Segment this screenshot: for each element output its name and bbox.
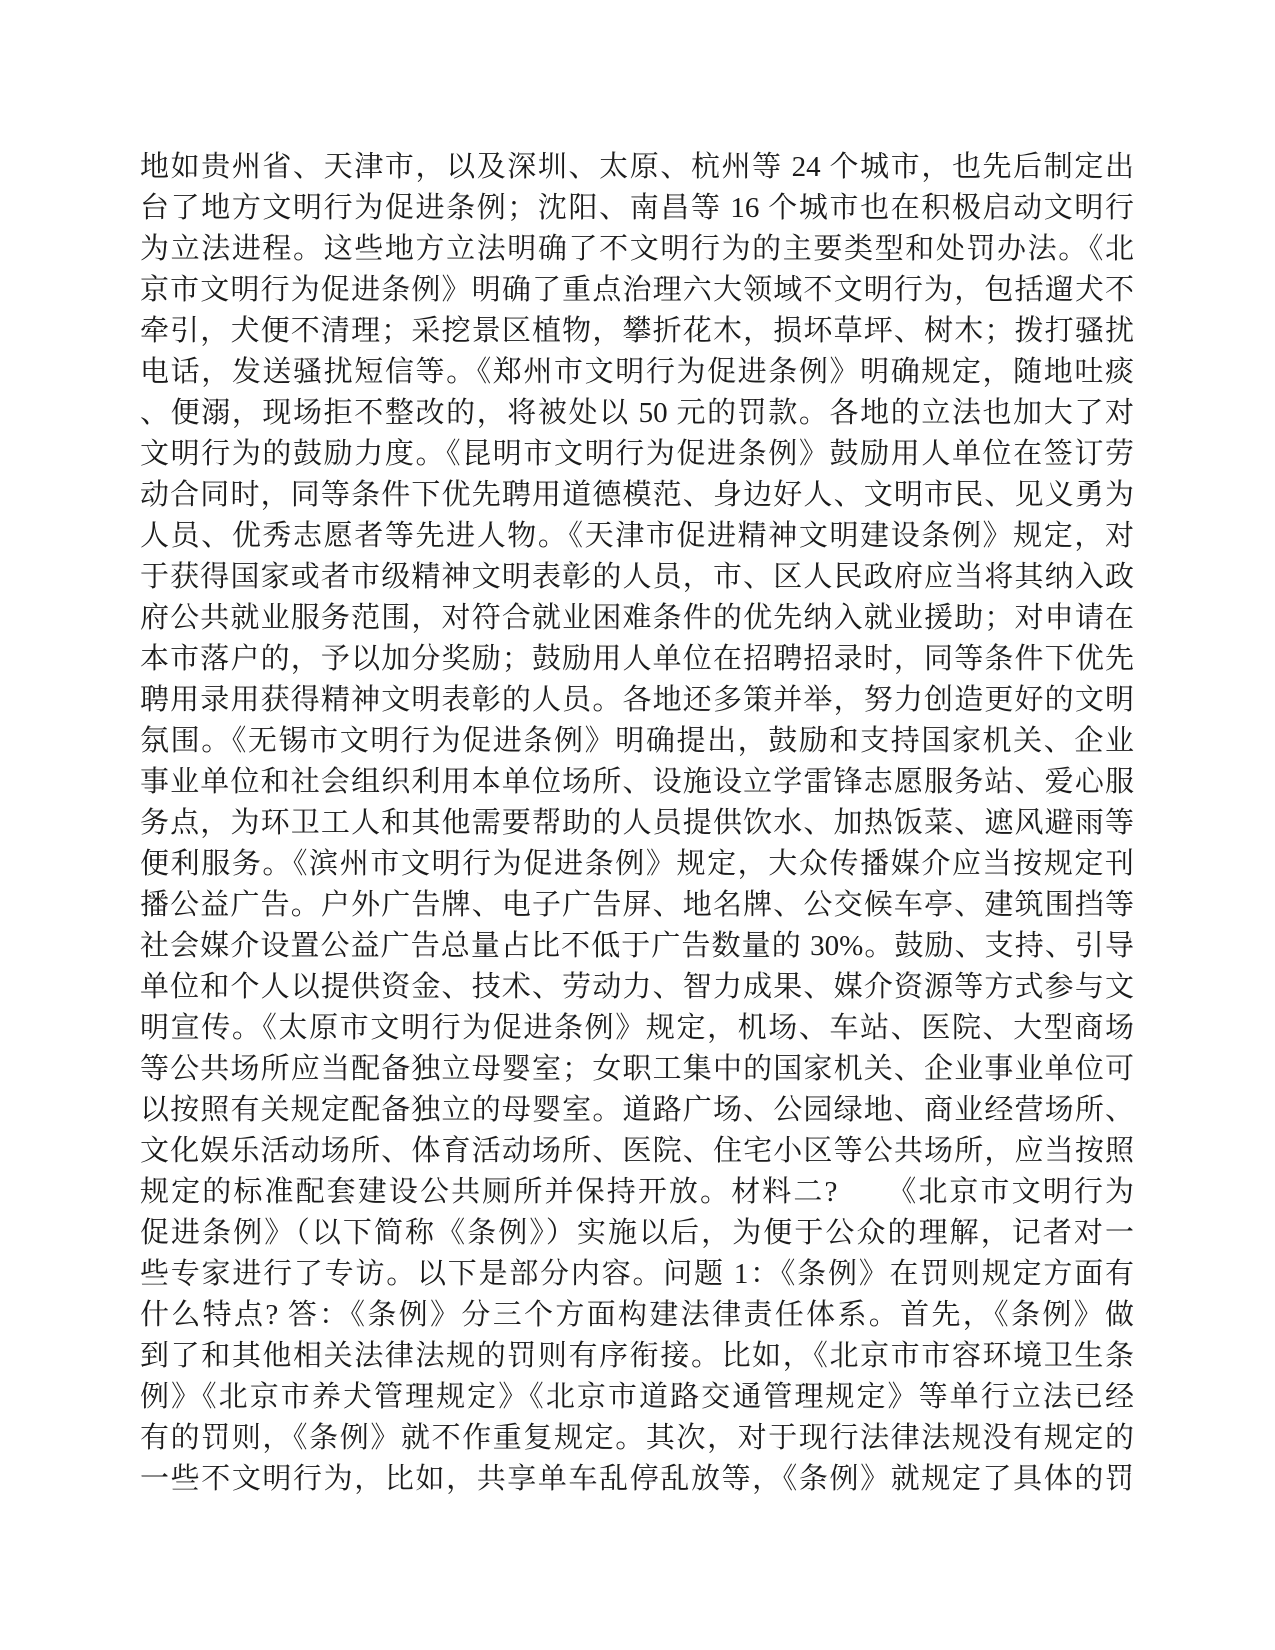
text-line: 文明行为的鼓励力度。《昆明市文明行为促进条例》鼓励用人单位在签订劳 (140, 438, 1134, 470)
text-line: 有的罚则，《条例》就不作重复规定。其次，对于现行法律法规没有规定的 (140, 1422, 1134, 1454)
text-line: 动合同时，同等条件下优先聘用道德模范、身边好人、文明市民、见义勇为 (140, 479, 1134, 511)
text-line: 到了和其他相关法律法规的罚则有序衔接。比如，《北京市市容环境卫生条 (140, 1340, 1134, 1372)
text-line: 、便溺，现场拒不整改的，将被处以 50 元的罚款。各地的立法也加大了对 (140, 397, 1134, 429)
text-line: 事业单位和社会组织利用本单位场所、设施设立学雷锋志愿服务站、爱心服 (140, 766, 1134, 798)
text-line: 人员、优秀志愿者等先进人物。《天津市促进精神文明建设条例》规定，对 (140, 520, 1134, 552)
text-line: 京市文明行为促进条例》明确了重点治理六大领域不文明行为，包括遛犬不 (140, 274, 1134, 306)
text-line: 社会媒介设置公益广告总量占比不低于广告数量的 30%。鼓励、支持、引导 (140, 930, 1134, 962)
text-line: 牵引，犬便不清理；采挖景区植物，攀折花木，损坏草坪、树木；拨打骚扰 (140, 315, 1134, 347)
text-line: 台了地方文明行为促进条例；沈阳、南昌等 16 个城市也在积极启动文明行 (140, 192, 1134, 224)
text-line: 播公益广告。户外广告牌、电子广告屏、地名牌、公交候车亭、建筑围挡等 (140, 889, 1134, 921)
text-line: 什么特点? 答：《条例》分三个方面构建法律责任体系。首先，《条例》做 (140, 1299, 1134, 1331)
text-line: 一些不文明行为，比如，共享单车乱停乱放等，《条例》就规定了具体的罚 (140, 1463, 1134, 1495)
text-line: 务点，为环卫工人和其他需要帮助的人员提供饮水、加热饭菜、遮风避雨等 (140, 807, 1134, 839)
text-line: 例》《北京市养犬管理规定》《北京市道路交通管理规定》等单行立法已经 (140, 1381, 1134, 1413)
text-line: 以按照有关规定配备独立的母婴室。道路广场、公园绿地、商业经营场所、 (140, 1094, 1134, 1126)
text-line: 本市落户的，予以加分奖励；鼓励用人单位在招聘招录时，同等条件下优先 (140, 643, 1134, 675)
text-line: 单位和个人以提供资金、技术、劳动力、智力成果、媒介资源等方式参与文 (140, 971, 1134, 1003)
text-line: 电话，发送骚扰短信等。《郑州市文明行为促进条例》明确规定，随地吐痰 (140, 356, 1134, 388)
text-line: 氛围。《无锡市文明行为促进条例》明确提出，鼓励和支持国家机关、企业 (140, 725, 1134, 757)
text-line: 文化娱乐活动场所、体育活动场所、医院、住宅小区等公共场所，应当按照 (140, 1135, 1134, 1167)
text-line: 为立法进程。这些地方立法明确了不文明行为的主要类型和处罚办法。《北 (140, 233, 1134, 265)
text-line: 等公共场所应当配备独立母婴室；女职工集中的国家机关、企业事业单位可 (140, 1053, 1134, 1085)
text-line: 便利服务。《滨州市文明行为促进条例》规定，大众传播媒介应当按规定刊 (140, 848, 1134, 880)
text-line: 府公共就业服务范围，对符合就业困难条件的优先纳入就业援助；对申请在 (140, 602, 1134, 634)
text-line: 明宣传。《太原市文明行为促进条例》规定，机场、车站、医院、大型商场 (140, 1012, 1134, 1044)
text-line: 于获得国家或者市级精神文明表彰的人员，市、区人民政府应当将其纳入政 (140, 561, 1134, 593)
text-line: 规定的标准配套建设公共厕所并保持开放。材料二? 《北京市文明行为 (140, 1176, 1134, 1208)
page-text (140, 147, 1134, 1500)
text-line: 些专家进行了专访。以下是部分内容。问题 1：《条例》在罚则规定方面有 (140, 1258, 1134, 1290)
text-line: 地如贵州省、天津市，以及深圳、太原、杭州等 24 个城市，也先后制定出 (140, 151, 1134, 183)
text-line: 促进条例》（以下简称《条例》）实施以后，为便于公众的理解，记者对一 (140, 1217, 1134, 1249)
text-line: 聘用录用获得精神文明表彰的人员。各地还多策并举，努力创造更好的文明 (140, 684, 1134, 716)
